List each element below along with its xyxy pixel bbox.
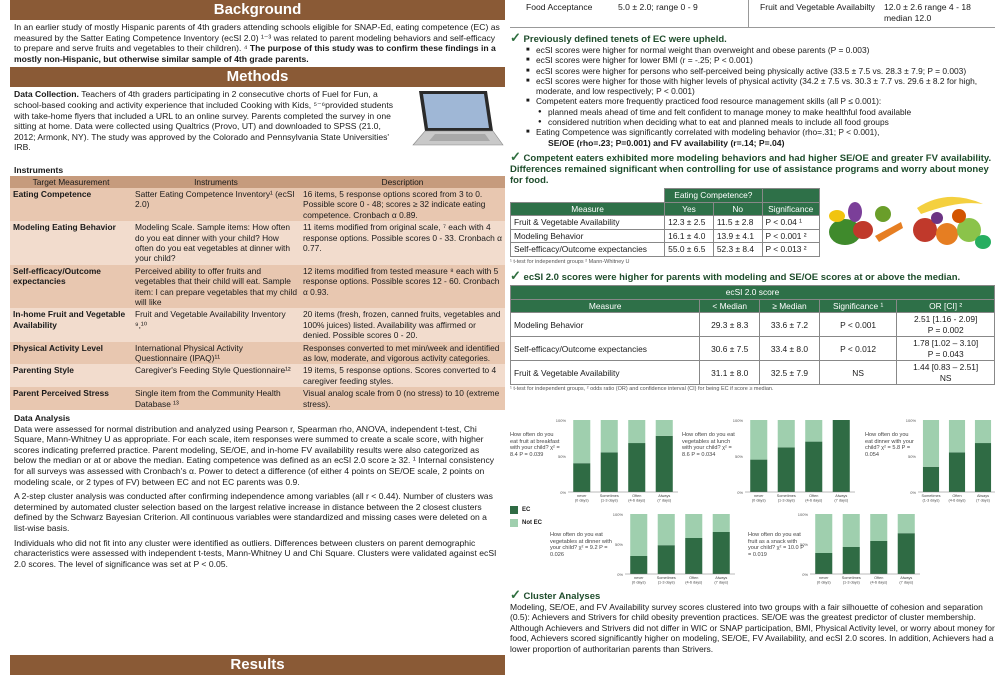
legend-ec-label: EC <box>522 507 531 513</box>
check-icon: ✓ <box>510 30 521 45</box>
y-tick-label: 0% <box>910 490 916 495</box>
x-tick-sublabel: (4-6 days) <box>685 580 703 585</box>
list-item: ■ Competent eaters more frequently practiced food resource management skills (all P ≤ 0.001): <box>524 96 995 106</box>
table-row <box>10 221 505 265</box>
y-tick-label: 100% <box>732 418 743 423</box>
col-no: No <box>713 202 762 216</box>
bar-ec <box>949 452 965 492</box>
cell-measure: Modeling Eating Behavior <box>10 221 132 265</box>
bar-not-ec <box>601 420 618 452</box>
x-tick-label: never <box>754 494 764 498</box>
y-tick-label: 50% <box>557 454 566 459</box>
bar-ec <box>630 556 647 574</box>
y-tick-label: 100% <box>555 418 566 423</box>
table-row <box>10 308 505 341</box>
col-instruments: Instruments <box>132 176 300 188</box>
x-tick-label: never <box>819 576 829 580</box>
cell: 29.3 ± 8.3 <box>700 313 760 337</box>
y-tick-label: 100% <box>905 418 916 423</box>
list-item: ■ ecSI scores were higher for those with higher levels of physical activity (34.2 ± 7.5 vs. 30.3 ± 7.7 vs. 29.6 ± 8.2 for high, moderate, and low respectively; P < 0.001) <box>524 76 995 97</box>
bar-not-ec <box>630 514 647 556</box>
x-tick-label: never <box>577 494 587 498</box>
col-measure: Measure <box>511 202 665 216</box>
x-tick-label: Always <box>900 576 913 580</box>
bar-ec <box>815 553 832 574</box>
cell: 55.0 ± 6.5 <box>665 243 714 257</box>
bar-ec <box>833 420 850 492</box>
cell-or-p: P = 0.002 <box>927 324 964 335</box>
cell-or: 1.44 [0.83 – 2.51] <box>913 362 979 373</box>
bar-ec <box>870 541 887 574</box>
x-tick-label: Always <box>658 494 671 498</box>
x-tick-label: Sometimes <box>599 494 619 498</box>
x-tick-sublabel: (7 days) <box>899 580 914 585</box>
cell: 33.6 ± 7.2 <box>760 313 820 337</box>
section1-heading: Previously defined tenets of EC were upheld. <box>523 34 727 45</box>
bar-not-ec <box>898 514 915 533</box>
bar-ec <box>898 533 915 574</box>
cell-measure: In-home Fruit and Vegetable Availability <box>10 308 132 341</box>
x-tick-sublabel: (4-6 days) <box>628 498 646 503</box>
cluster-heading: Cluster Analyses <box>523 591 601 602</box>
x-tick-sublabel: (1-3 days) <box>922 498 940 503</box>
chart-2-question: How often do you eat vegetables at lunch with your child? χ² = 8.6 P = 0.034 <box>682 432 735 458</box>
col-below-median: < Median <box>700 299 760 313</box>
x-tick-sublabel: (4-6 days) <box>948 498 966 503</box>
chart-1-question: How often do you eat fruit at breakfast with your child? χ² = 8.4 P = 0.039 <box>510 432 560 458</box>
cell-instrument: Perceived ability to offer fruits and vegetables that their child will eat. Sample item: I can prepare vegetables that my child will like <box>132 265 300 309</box>
cell: 31.1 ± 8.0 <box>700 361 760 385</box>
table-row <box>511 337 995 361</box>
stacked-bar-charts <box>510 416 995 588</box>
bar-not-ec <box>805 420 822 442</box>
bar-ec <box>843 547 860 574</box>
cell: P < 0.001 <box>819 313 896 337</box>
cell-instrument: Modeling Scale. Sample items: How often do you eat dinner with your child? How often do you eat vegetables at dinner with your child? <box>132 221 300 265</box>
cell: Modeling Behavior <box>511 313 700 337</box>
bar-ec <box>685 538 702 574</box>
bar-not-ec <box>750 420 767 460</box>
y-tick-label: 50% <box>799 542 808 547</box>
cell: Fruit & Vegetable Availability <box>511 216 665 230</box>
y-tick-label: 50% <box>907 454 916 459</box>
cell-measure: Parenting Style <box>10 364 132 387</box>
bar-not-ec <box>628 420 645 443</box>
food-acceptance-label: Food Acceptance <box>526 2 593 12</box>
cell: 12.3 ± 2.5 <box>665 216 714 230</box>
bar-ec <box>601 452 618 492</box>
cell-measure: Self-efficacy/Outcome expectancies <box>10 265 132 309</box>
cell: Self-efficacy/Outcome expectancies <box>511 337 700 361</box>
fv-availability-label: Fruit and Vegetable Availabilty <box>760 2 875 12</box>
right-column <box>510 0 995 675</box>
table-row <box>511 313 995 337</box>
bar-not-ec <box>843 514 860 547</box>
charts-area <box>510 416 995 588</box>
ecsi-group-header: ecSI 2.0 score <box>511 286 995 300</box>
data-collection <box>10 87 505 169</box>
median-comparison-table <box>510 285 995 385</box>
cell-measure: Eating Competence <box>10 188 132 221</box>
cluster-analyses <box>510 589 995 654</box>
cell-instrument: Satter Eating Competence Inventory¹ (ecSI 2.0) <box>132 188 300 221</box>
y-tick-label: 100% <box>797 512 808 517</box>
bar-ec <box>658 545 675 574</box>
list-item: ■ Eating Competence was significantly correlated with modeling behavior (rho=.31; P < 0.001), <box>524 127 995 137</box>
fruits-image <box>907 188 993 254</box>
section3-heading: ecSI 2.0 scores were higher for parents with modeling and SE/OE scores at or above the median. <box>523 272 961 284</box>
table-row <box>10 364 505 387</box>
cell: P < 0.012 <box>819 337 896 361</box>
cell: 52.3 ± 8.4 <box>713 243 762 257</box>
x-tick-label: Often <box>874 576 884 580</box>
list-item: ■ ecSI scores were higher for normal weight than overweight and obese parents (P = 0.003) <box>524 45 995 55</box>
cell: P < 0.013 ² <box>762 243 819 257</box>
left-column <box>10 0 505 675</box>
x-tick-sublabel: (0 days) <box>574 498 589 503</box>
background-banner: Background <box>10 0 505 20</box>
bar-not-ec <box>923 420 939 467</box>
background-text: In an earlier study of mostly Hispanic parents of 4th graders attending schools eligible for SNAP-Ed, eating competence (EC) as measured by the Satter Eating Competence Inventory (ecSI 2.0) ¹⁻³ was related to parent modeling behaviors and self-efficacy to prepare and serve fruits and vegetables to their children). ⁴ <box>14 22 500 54</box>
cell: 30.6 ± 7.5 <box>700 337 760 361</box>
x-tick-sublabel: (1-3 days) <box>842 580 860 585</box>
data-analysis <box>10 410 505 569</box>
x-tick-sublabel: (7 days) <box>834 498 849 503</box>
x-tick-sublabel: (0 days) <box>631 580 646 585</box>
table-row <box>511 216 820 230</box>
x-tick-label: Sometimes <box>656 576 676 580</box>
x-tick-label: Sometimes <box>776 494 796 498</box>
bar-not-ec <box>658 514 675 545</box>
cell-description: 20 items (fresh, frozen, canned fruits, vegetables and 100% juices) listed. Availability was affirmed or denied. Possible scores 0 - 20. <box>300 308 505 341</box>
col-odds-ratio: OR [CI] ² <box>897 299 995 313</box>
x-tick-sublabel: (4-6 days) <box>870 580 888 585</box>
methods-banner: Methods <box>10 67 505 87</box>
x-tick-sublabel: (0 days) <box>816 580 831 585</box>
legend-notec-label: Not EC <box>522 520 542 526</box>
y-tick-label: 100% <box>612 512 623 517</box>
check-icon: ✓ <box>510 268 521 284</box>
ec-table-block <box>510 188 995 268</box>
col-measure: Measure <box>511 299 700 313</box>
cell-instrument: Single item from the Community Health Database ¹³ <box>132 387 300 410</box>
chart-4-question: How often do you eat vegetables at dinner with your child? χ² = 9.2 P = 0.026 <box>550 532 612 558</box>
col-significance: Significance ¹ <box>819 299 896 313</box>
col-above-median: ≥ Median <box>760 299 820 313</box>
cell: 33.4 ± 8.0 <box>760 337 820 361</box>
results-banner: Results <box>10 655 505 675</box>
cell-description: 11 items modified from original scale, ⁷ each with 4 response options. Possible scores 0 - 33. Cronbach α 0.77. <box>300 221 505 265</box>
ec-table-note: ¹ t-test for independent groups ² Mann-Whitney U <box>510 259 630 266</box>
bar-ec <box>656 436 673 492</box>
x-tick-label: Always <box>976 494 990 498</box>
bar-ec <box>923 467 939 492</box>
data-analysis-label: Data Analysis <box>14 413 71 424</box>
cell: Fruit & Vegetable Availability <box>511 361 700 385</box>
x-tick-sublabel: (1-3 days) <box>657 580 675 585</box>
bar-ec <box>573 463 590 492</box>
background-purpose: The purpose of this study was to confirm these findings in a mostly non-Hispanic, but otherwise similar sample of 4th grade parents. <box>14 43 496 64</box>
cell-measure: Parent Perceived Stress <box>10 387 132 410</box>
bar-not-ec <box>870 514 887 541</box>
cell: 11.5 ± 2.8 <box>713 216 762 230</box>
table-row <box>10 387 505 410</box>
bar-not-ec <box>656 420 673 436</box>
x-tick-sublabel: (4-6 days) <box>805 498 823 503</box>
cell-description: 12 items modified from tested measure ⁸ each with 5 response options. Possible scores 12 - 60. Cronbach α 0.93. <box>300 265 505 309</box>
y-tick-label: 0% <box>617 572 623 577</box>
cell-or-p: P = 0.043 <box>927 348 964 359</box>
bar-ec <box>750 460 767 492</box>
y-tick-label: 50% <box>614 542 623 547</box>
table-row <box>511 229 820 243</box>
x-tick-label: Sometimes <box>841 576 861 580</box>
x-tick-sublabel: (1-3 days) <box>777 498 795 503</box>
bar-not-ec <box>685 514 702 538</box>
col-description: Description <box>300 176 505 188</box>
y-tick-label: 0% <box>737 490 743 495</box>
analysis-paragraph-1: Data were assessed for normal distribution and analyzed using Pearson r, Spearman rho, ANOVA, independent t-test, Chi Square, Mann-Whitney U as appropriate. For each scale, item responses were summed to create a scale score, with higher scores indicating preferred practice. Parent modeling, SE/OE, and in-home FV availability results were also categorized as below the median or at or above the median. Eating competence was defined as an ecSI 2.0 score ≥ 32. ¹ Internal consistency for all surveys was assessed with Cronbach's α. Power to detect a difference (of either 4 points on SE/OE scale, 2 points on modeling scale, or 2 types of FV) between EC and not EC parents was 0.9. <box>14 423 495 487</box>
x-tick-label: Often <box>632 494 642 498</box>
x-tick-sublabel: (1-3 days) <box>600 498 618 503</box>
analysis-paragraph-2: A 2-step cluster analysis was conducted after confirming independence among variables (all r < 0.44). Number of clusters was determined by automated cluster selection based on the largest relative increase in distance between the 2 closest clusters defined by the Schwarz Bayesian Criterion. All continuous variables were standardized and missing cases were deleted on a list-wise basis. <box>14 491 493 534</box>
x-tick-label: Always <box>835 494 848 498</box>
cell-instrument: International Physical Activity Questionnaire (IPAQ)¹¹ <box>132 342 300 365</box>
y-tick-label: 50% <box>734 454 743 459</box>
sub-list-item: ● planned meals ahead of time and felt confident to manage money to make healthful food available <box>524 107 995 117</box>
bar-ec <box>628 443 645 492</box>
bar-not-ec <box>949 420 965 452</box>
median-table-note: ¹ t-test for independent groups, ² odds ratio (OR) and confidence interval (CI) for being EC if score ≥ median. <box>510 386 774 393</box>
table-row <box>10 342 505 365</box>
x-tick-sublabel: (7 days) <box>714 580 729 585</box>
x-tick-label: Often <box>689 576 699 580</box>
x-tick-sublabel: (7 days) <box>657 498 672 503</box>
cell: P < 0.001 ² <box>762 229 819 243</box>
cell: P < 0.04 ¹ <box>762 216 819 230</box>
data-collection-label: Data Collection. <box>14 89 79 100</box>
cell-description: 16 items, 5 response options scored from 3 to 0. Possible score 0 - 48; scores ≥ 32 indicate eating competence. Cronbach α 0.89. <box>300 188 505 221</box>
bar-ec <box>805 442 822 492</box>
ec-comparison-table <box>510 188 820 257</box>
check-icon: ✓ <box>510 149 521 165</box>
bar-not-ec <box>713 514 730 532</box>
fv-availability-value-1: 12.0 ± 2.6 range 4 - 18 <box>884 2 971 12</box>
section-ec-upheld <box>510 32 995 148</box>
cell: 16.1 ± 4.0 <box>665 229 714 243</box>
table-row <box>10 265 505 309</box>
bar-ec <box>975 443 991 492</box>
bar-not-ec <box>778 420 795 447</box>
cell: Self-efficacy/Outcome expectancies <box>511 243 665 257</box>
cell-description: Visual analog scale from 0 (no stress) to 10 (extreme stress). <box>300 387 505 410</box>
bar-ec <box>778 447 795 492</box>
cell-description: 19 items, 5 response options. Scores converted to 4 caregiver feeding styles. <box>300 364 505 387</box>
analysis-paragraph-3: Individuals who did not fit into any cluster were identified as outliers. Differences between clusters on parent demographic characteristics were assessed with independent t-tests, Mann-Whitney U and Chi Square. Clusters were validated against ecSI 2.0 scores. The level of significance was set at P < 0.05. <box>14 537 497 569</box>
cell-or-p: NS <box>939 372 952 383</box>
cell-description: Responses converted to met min/week and identified as low, moderate, and vigorous activity categories. <box>300 342 505 365</box>
list-item: ■ ecSI scores were higher for persons who self-perceived being physically active (33.5 ± 7.5 vs. 28.3 ± 7.9; P = 0.003) <box>524 66 995 76</box>
cluster-text: Modeling, SE/OE, and FV Availability survey scores clustered into two groups with a fair silhouette of cohesion and separation (0.5): Achievers and Strivers for child obesity prevention practices. SE/OE was the greatest predictor of cluster membership. Although Achievers and Strivers did not differ in WIC or SNAP participation, BMI, Physical Activity level, or worry about money for food, Achievers scored significantly higher on modeling, SE/OE, FV Availability, and ecSI 2.0 scores. In addition, Achievers had a lower proportion of authoritarian parents than Strivers. <box>510 602 995 654</box>
section2-heading-wrap <box>510 151 995 186</box>
x-tick-sublabel: (0 days) <box>751 498 766 503</box>
list-item: ■ ecSI scores were higher for lower BMI (r = -.25; P < 0.001) <box>524 55 995 65</box>
list-item-continued: SE/OE (rho=.23; P=0.001) and FV availability (r=.14; P=.04) <box>548 137 785 148</box>
cell-measure: Physical Activity Level <box>10 342 132 365</box>
instruments-label: Instruments <box>14 165 64 176</box>
bar-not-ec <box>815 514 832 553</box>
cell: 32.5 ± 7.9 <box>760 361 820 385</box>
table-row <box>511 243 820 257</box>
y-tick-label: 0% <box>802 572 808 577</box>
y-tick-label: 0% <box>560 490 566 495</box>
x-tick-label: Always <box>715 576 728 580</box>
chart-5-question: How often do you eat fruit as a snack with your child? χ² = 10.0 P = 0.019 <box>748 532 804 558</box>
section2-heading: Competent eaters exhibited more modeling behaviors and had higher SE/OE and greater FV availability. Differences remained significant when controlling for use of assistance programs and worry about money for food. <box>510 153 992 187</box>
cell: NS <box>819 361 896 385</box>
data-collection-text: Teachers of 4th graders participating in 2 consecutive chorts of Fuel for Fun, a school-based cooking and activity experience that included Cooking with Kids, ⁵⁻⁶provided students with take-home flyers that included a URL to an online survey. Parents completed the survey in one sitting at home. Data were collected using Qualtrics (Provo, UT) and downloaded to SPSS (21.0, 2012; Armonk, NY). The study was approved by the Colorado and Pennsylvania State Universities' IRB. <box>14 89 393 153</box>
col-significance: Significance <box>762 202 819 216</box>
cell: 13.9 ± 4.1 <box>713 229 762 243</box>
table-row <box>511 361 995 385</box>
cell-instrument: Caregiver's Feeding Style Questionnaire¹² <box>132 364 300 387</box>
food-acceptance-value: 5.0 ± 2.0; range 0 - 9 <box>618 2 698 12</box>
section3-heading-wrap <box>510 270 995 283</box>
bar-ec <box>713 532 730 574</box>
x-tick-sublabel: (7 days) <box>976 498 990 503</box>
descriptive-table-fragment <box>510 0 995 28</box>
x-tick-label: Often <box>809 494 819 498</box>
cell: Modeling Behavior <box>511 229 665 243</box>
check-icon: ✓ <box>510 587 521 602</box>
x-tick-label: Often <box>952 494 962 498</box>
bar-not-ec <box>573 420 590 463</box>
chart-3-question: How often do you eat dinner with your child? χ² = 5.8 P = 0.054 <box>865 432 914 458</box>
bar-not-ec <box>975 420 991 443</box>
cell-or: 2.51 [1.16 - 2.09] <box>914 314 978 325</box>
x-tick-label: never <box>634 576 644 580</box>
table-row <box>10 188 505 221</box>
laptop-icon <box>405 89 505 151</box>
fv-availability-value-2: median 12.0 <box>884 13 932 23</box>
instruments-table <box>10 176 505 410</box>
col-target: Target Measurement <box>10 176 132 188</box>
vegetables-image <box>825 192 905 252</box>
cell-instrument: Fruit and Vegetable Availability Inventory ⁹,¹⁰ <box>132 308 300 341</box>
x-tick-label: Sometimes <box>921 494 941 498</box>
background-section <box>10 20 505 64</box>
sub-list-item: ● considered nutrition when deciding what to eat and planned meals to include all food groups <box>524 117 995 127</box>
col-yes: Yes <box>665 202 714 216</box>
cell-or: 1.78 [1.02 – 3.10] <box>913 338 979 349</box>
ec-group-header: Eating Competence? <box>665 189 762 203</box>
